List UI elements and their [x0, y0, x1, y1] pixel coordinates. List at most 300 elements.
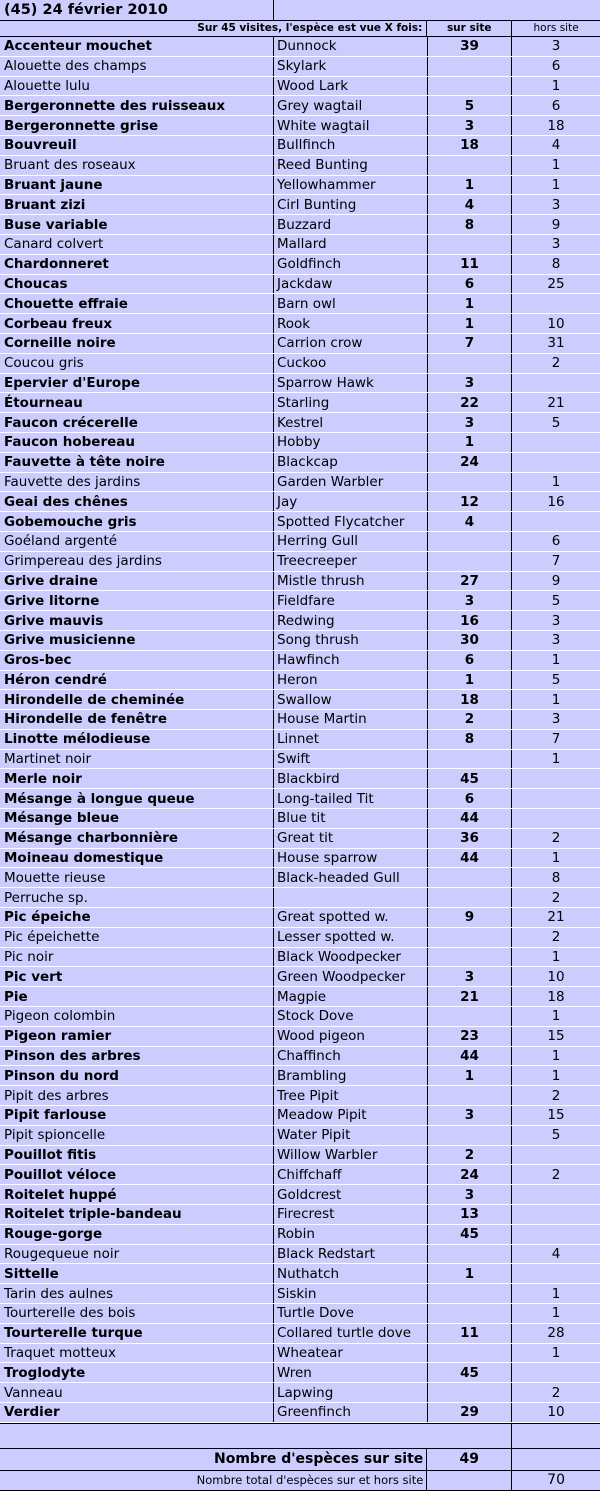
species-french-name: Troglodyte — [0, 1363, 274, 1382]
off-site-header: hors site — [533, 22, 579, 34]
visits-description-header: Sur 45 visites, l'espèce est vue X fois: — [0, 21, 427, 36]
species-french-name: Mésange bleue — [0, 809, 274, 828]
table-row — [0, 176, 600, 196]
table-row — [0, 987, 600, 1007]
species-english-name: Song thrush — [274, 631, 428, 650]
table-row — [0, 1383, 600, 1403]
spacer-left — [0, 1424, 512, 1448]
species-french-name: Chardonneret — [0, 255, 274, 274]
off-site-count: 21 — [547, 394, 565, 411]
species-english-name: House Martin — [274, 710, 428, 729]
table-row — [0, 532, 600, 552]
on-site-count: 45 — [428, 769, 512, 788]
species-french-name: Fauvette des jardins — [0, 473, 274, 492]
species-english-name: Lesser spotted w. — [274, 928, 428, 947]
species-english-name: Heron — [274, 671, 428, 690]
table-row — [0, 690, 600, 710]
species-french-name: Traquet motteux — [0, 1344, 274, 1363]
on-site-count: 1 — [428, 176, 512, 195]
on-site-count: 45 — [428, 1225, 512, 1244]
off-site-count: 7 — [551, 553, 561, 570]
species-english-name: Blue tit — [274, 809, 428, 828]
on-site-count — [428, 948, 512, 967]
spacer-right — [512, 1424, 600, 1448]
table-row — [0, 730, 600, 750]
off-site-count: 2 — [551, 1087, 561, 1104]
table-row — [0, 453, 600, 473]
table-row — [0, 671, 600, 691]
table-row — [0, 769, 600, 789]
species-english-name: Black-headed Gull — [274, 868, 428, 887]
on-site-count: 1 — [428, 294, 512, 313]
species-english-name: Swift — [274, 750, 428, 769]
species-english-name: Magpie — [274, 987, 428, 1006]
species-english-name: Fieldfare — [274, 591, 428, 610]
species-french-name: Grive draine — [0, 572, 274, 591]
species-french-name: Pipit des arbres — [0, 1086, 274, 1105]
on-site-count: 11 — [428, 255, 512, 274]
on-site-count — [428, 750, 512, 769]
table-row — [0, 374, 600, 394]
on-site-count: 23 — [428, 1027, 512, 1046]
species-english-name: Firecrest — [274, 1205, 428, 1224]
title-fill — [274, 0, 600, 20]
on-site-header: sur site — [427, 21, 512, 36]
species-english-name: Treecreeper — [274, 552, 428, 571]
species-french-name: Buse variable — [0, 215, 274, 234]
on-site-count: 29 — [428, 1403, 512, 1422]
species-french-name: Pouillot véloce — [0, 1165, 274, 1184]
off-site-count: 6 — [551, 533, 561, 550]
off-site-count: 2 — [551, 1166, 561, 1183]
table-row — [0, 1086, 600, 1106]
off-site-count: 5 — [551, 414, 561, 431]
table-row — [0, 433, 600, 453]
off-site-count: 21 — [547, 909, 565, 926]
table-row — [0, 195, 600, 215]
species-french-name: Alouette lulu — [0, 77, 274, 96]
on-site-count: 21 — [428, 987, 512, 1006]
species-english-name: Sparrow Hawk — [274, 374, 428, 393]
table-row — [0, 750, 600, 770]
off-site-count: 1 — [551, 1344, 561, 1361]
off-site-count — [512, 769, 600, 788]
on-site-count: 6 — [428, 789, 512, 808]
off-site-count: 3 — [551, 711, 561, 728]
off-site-count: 31 — [547, 335, 565, 352]
off-site-count: 9 — [551, 572, 561, 589]
species-french-name: Chouette effraie — [0, 294, 274, 313]
on-site-count — [428, 532, 512, 551]
table-row — [0, 1126, 600, 1146]
off-site-count: 1 — [551, 1305, 561, 1322]
table-row — [0, 314, 600, 334]
on-site-count: 3 — [428, 374, 512, 393]
table-row — [0, 948, 600, 968]
table-row — [0, 1007, 600, 1027]
species-english-name: Kestrel — [274, 413, 428, 432]
species-english-name: Collared turtle dove — [274, 1324, 428, 1343]
on-site-count — [428, 868, 512, 887]
off-site-count: 6 — [551, 97, 561, 114]
off-site-count — [512, 1225, 600, 1244]
on-site-count — [428, 1284, 512, 1303]
on-site-count — [428, 1126, 512, 1145]
species-french-name: Tourterelle des bois — [0, 1304, 274, 1323]
on-site-count: 44 — [428, 1047, 512, 1066]
species-english-name: Wheatear — [274, 1344, 428, 1363]
on-site-count: 2 — [428, 1146, 512, 1165]
species-french-name: Héron cendré — [0, 671, 274, 690]
on-site-count: 6 — [428, 275, 512, 294]
on-site-count — [428, 1245, 512, 1264]
on-site-count: 3 — [428, 413, 512, 432]
species-english-name — [274, 888, 428, 907]
on-site-count — [428, 235, 512, 254]
off-site-count: 1 — [551, 850, 561, 867]
species-english-name: Cuckoo — [274, 354, 428, 373]
off-site-count — [512, 453, 600, 472]
off-site-count: 1 — [551, 1285, 561, 1302]
species-english-name: Greenfinch — [274, 1403, 428, 1422]
off-site-count: 8 — [551, 869, 561, 886]
species-french-name: Grive musicienne — [0, 631, 274, 650]
total-species-empty — [427, 1471, 512, 1490]
on-site-count: 3 — [428, 967, 512, 986]
species-french-name: Hirondelle de fenêtre — [0, 710, 274, 729]
species-english-name: Yellowhammer — [274, 176, 428, 195]
off-site-count: 15 — [547, 1028, 565, 1045]
off-site-count: 1 — [551, 652, 561, 669]
species-english-name: Jackdaw — [274, 275, 428, 294]
species-french-name: Corbeau freux — [0, 314, 274, 333]
species-english-name: Carrion crow — [274, 334, 428, 353]
table-row — [0, 37, 600, 57]
off-site-count: 1 — [551, 1008, 561, 1025]
on-site-count: 12 — [428, 492, 512, 511]
species-french-name: Perruche sp. — [0, 888, 274, 907]
table-row — [0, 789, 600, 809]
species-french-name: Pouillot fitis — [0, 1146, 274, 1165]
on-site-count: 4 — [428, 195, 512, 214]
on-site-count: 45 — [428, 1363, 512, 1382]
on-site-count: 1 — [428, 1066, 512, 1085]
off-site-count — [512, 374, 600, 393]
table-row — [0, 1205, 600, 1225]
species-on-site-row — [0, 1449, 600, 1471]
on-site-count — [428, 473, 512, 492]
species-french-name: Goéland argenté — [0, 532, 274, 551]
species-english-name: Siskin — [274, 1284, 428, 1303]
species-french-name: Grive litorne — [0, 591, 274, 610]
table-row — [0, 1284, 600, 1304]
total-species-value: 70 — [547, 1472, 565, 1489]
off-site-count — [512, 1185, 600, 1204]
on-site-count: 36 — [428, 829, 512, 848]
off-site-count: 25 — [547, 275, 565, 292]
on-site-count — [428, 928, 512, 947]
species-french-name: Accenteur mouchet — [0, 37, 274, 56]
sheet-title: (45) 24 février 2010 — [0, 0, 274, 20]
species-french-name: Mésange charbonnière — [0, 829, 274, 848]
species-english-name: Great tit — [274, 829, 428, 848]
species-french-name: Gros-bec — [0, 651, 274, 670]
species-french-name: Rouge-gorge — [0, 1225, 274, 1244]
species-french-name: Gobemouche gris — [0, 512, 274, 531]
off-site-count: 2 — [551, 889, 561, 906]
table-row — [0, 611, 600, 631]
on-site-count: 30 — [428, 631, 512, 650]
off-site-count: 1 — [551, 473, 561, 490]
off-site-count: 1 — [551, 176, 561, 193]
off-site-count: 18 — [547, 988, 565, 1005]
species-french-name: Pipit farlouse — [0, 1106, 274, 1125]
on-site-count: 24 — [428, 1165, 512, 1184]
species-french-name: Étourneau — [0, 393, 274, 412]
on-site-count — [428, 156, 512, 175]
off-site-count: 2 — [551, 355, 561, 372]
species-english-name: Chaffinch — [274, 1047, 428, 1066]
species-english-name: Green Woodpecker — [274, 967, 428, 986]
table-row — [0, 1363, 600, 1383]
species-english-name: Skylark — [274, 57, 428, 76]
on-site-count — [428, 552, 512, 571]
species-english-name: Wood Lark — [274, 77, 428, 96]
table-row — [0, 1225, 600, 1245]
off-site-count: 10 — [547, 315, 565, 332]
species-on-site-label: Nombre d'espèces sur site — [0, 1449, 427, 1470]
species-english-name: Linnet — [274, 730, 428, 749]
species-french-name: Bouvreuil — [0, 136, 274, 155]
table-row — [0, 275, 600, 295]
table-row — [0, 57, 600, 77]
species-english-name: Barn owl — [274, 294, 428, 313]
species-english-name: Goldcrest — [274, 1185, 428, 1204]
species-table-body — [0, 37, 600, 1423]
off-site-count: 1 — [551, 157, 561, 174]
table-row — [0, 354, 600, 374]
title-row — [0, 0, 600, 20]
species-french-name: Verdier — [0, 1403, 274, 1422]
species-english-name: Meadow Pipit — [274, 1106, 428, 1125]
species-english-name: House sparrow — [274, 849, 428, 868]
off-site-count — [512, 809, 600, 828]
on-site-count — [428, 1383, 512, 1402]
on-site-count: 5 — [428, 96, 512, 115]
table-row — [0, 710, 600, 730]
on-site-count: 24 — [428, 453, 512, 472]
off-site-count: 4 — [551, 1246, 561, 1262]
table-row — [0, 651, 600, 671]
on-site-count — [428, 1007, 512, 1026]
species-french-name: Bruant jaune — [0, 176, 274, 195]
off-site-count — [512, 1363, 600, 1382]
table-row — [0, 492, 600, 512]
species-english-name: Starling — [274, 393, 428, 412]
species-english-name: Tree Pipit — [274, 1086, 428, 1105]
off-site-count: 1 — [551, 751, 561, 768]
species-english-name: Great spotted w. — [274, 908, 428, 927]
table-row — [0, 1165, 600, 1185]
species-english-name: Long-tailed Tit — [274, 789, 428, 808]
species-english-name: Dunnock — [274, 37, 428, 56]
species-english-name: Buzzard — [274, 215, 428, 234]
table-row — [0, 116, 600, 136]
species-french-name: Bruant zizi — [0, 195, 274, 214]
table-row — [0, 215, 600, 235]
table-row — [0, 1245, 600, 1265]
table-spacer — [0, 1423, 600, 1449]
on-site-count: 8 — [428, 215, 512, 234]
species-french-name: Pinson des arbres — [0, 1047, 274, 1066]
on-site-count — [428, 1086, 512, 1105]
off-site-count: 15 — [547, 1107, 565, 1124]
off-site-count: 2 — [551, 1384, 561, 1401]
off-site-count — [512, 433, 600, 452]
on-site-count: 3 — [428, 116, 512, 135]
species-french-name: Linotte mélodieuse — [0, 730, 274, 749]
off-site-count: 16 — [547, 493, 565, 510]
table-row — [0, 413, 600, 433]
species-english-name: Garden Warbler — [274, 473, 428, 492]
species-english-name: Wren — [274, 1363, 428, 1382]
species-english-name: Wood pigeon — [274, 1027, 428, 1046]
species-english-name: Chiffchaff — [274, 1165, 428, 1184]
table-row — [0, 136, 600, 156]
on-site-count: 11 — [428, 1324, 512, 1343]
table-row — [0, 1403, 600, 1423]
species-english-name: Herring Gull — [274, 532, 428, 551]
species-french-name: Epervier d'Europe — [0, 374, 274, 393]
species-english-name: Grey wagtail — [274, 96, 428, 115]
total-species-row — [0, 1471, 600, 1491]
table-row — [0, 809, 600, 829]
table-row — [0, 1344, 600, 1364]
species-french-name: Vanneau — [0, 1383, 274, 1402]
species-french-name: Bergeronnette grise — [0, 116, 274, 135]
table-row — [0, 156, 600, 176]
off-site-count: 18 — [547, 117, 565, 134]
species-english-name: Blackbird — [274, 769, 428, 788]
off-site-count — [512, 1205, 600, 1224]
on-site-count — [428, 354, 512, 373]
table-row — [0, 393, 600, 413]
off-site-count: 3 — [551, 632, 561, 649]
table-row — [0, 1264, 600, 1284]
table-row — [0, 255, 600, 275]
table-row — [0, 1324, 600, 1344]
on-site-count — [428, 1304, 512, 1323]
table-row — [0, 829, 600, 849]
species-french-name: Pic épeiche — [0, 908, 274, 927]
off-site-count: 1 — [551, 949, 561, 966]
species-french-name: Choucas — [0, 275, 274, 294]
on-site-count: 16 — [428, 611, 512, 630]
off-site-count: 10 — [547, 968, 565, 985]
species-french-name: Pie — [0, 987, 274, 1006]
total-species-label: Nombre total d'espèces sur et hors site — [0, 1471, 427, 1490]
species-english-name: Brambling — [274, 1066, 428, 1085]
off-site-count: 1 — [551, 1067, 561, 1084]
off-site-count — [512, 294, 600, 313]
on-site-count — [428, 1344, 512, 1363]
off-site-count: 10 — [547, 1404, 565, 1421]
off-site-count: 5 — [551, 1127, 561, 1144]
species-french-name: Tourterelle turque — [0, 1324, 274, 1343]
species-on-site-empty — [512, 1449, 600, 1470]
off-site-count: 28 — [547, 1325, 565, 1342]
species-french-name: Faucon hobereau — [0, 433, 274, 452]
species-french-name: Faucon crécerelle — [0, 413, 274, 432]
table-row — [0, 1047, 600, 1067]
on-site-count: 9 — [428, 908, 512, 927]
column-header-row — [0, 20, 600, 37]
table-row — [0, 96, 600, 116]
species-english-name: Lapwing — [274, 1383, 428, 1402]
on-site-count: 4 — [428, 512, 512, 531]
species-french-name: Grimpereau des jardins — [0, 552, 274, 571]
on-site-count: 2 — [428, 710, 512, 729]
on-site-count: 13 — [428, 1205, 512, 1224]
table-row — [0, 1146, 600, 1166]
species-english-name: Black Redstart — [274, 1245, 428, 1264]
species-french-name: Pigeon ramier — [0, 1027, 274, 1046]
off-site-count: 3 — [551, 38, 561, 55]
off-site-count: 1 — [551, 1048, 561, 1065]
on-site-count: 3 — [428, 591, 512, 610]
species-french-name: Hirondelle de cheminée — [0, 690, 274, 709]
table-row — [0, 1066, 600, 1086]
off-site-count: 1 — [551, 77, 561, 94]
on-site-count: 3 — [428, 1106, 512, 1125]
species-english-name: Spotted Flycatcher — [274, 512, 428, 531]
off-site-count: 1 — [551, 691, 561, 708]
off-site-count: 3 — [551, 236, 561, 253]
off-site-count: 5 — [551, 671, 561, 688]
table-row — [0, 591, 600, 611]
off-site-count: 5 — [551, 592, 561, 609]
on-site-count: 8 — [428, 730, 512, 749]
species-french-name: Pic épeichette — [0, 928, 274, 947]
table-row — [0, 1185, 600, 1205]
table-row — [0, 1106, 600, 1126]
species-french-name: Roitelet triple-bandeau — [0, 1205, 274, 1224]
species-french-name: Bergeronnette des ruisseaux — [0, 96, 274, 115]
species-english-name: Swallow — [274, 690, 428, 709]
table-row — [0, 572, 600, 592]
table-row — [0, 334, 600, 354]
species-french-name: Canard colvert — [0, 235, 274, 254]
off-site-count — [512, 1146, 600, 1165]
on-site-count: 18 — [428, 690, 512, 709]
off-site-count: 9 — [551, 216, 561, 233]
species-french-name: Moineau domestique — [0, 849, 274, 868]
species-french-name: Martinet noir — [0, 750, 274, 769]
species-french-name: Alouette des champs — [0, 57, 274, 76]
on-site-count: 1 — [428, 1264, 512, 1283]
species-english-name: Nuthatch — [274, 1264, 428, 1283]
species-english-name: Mallard — [274, 235, 428, 254]
species-french-name: Pic noir — [0, 948, 274, 967]
species-french-name: Pigeon colombin — [0, 1007, 274, 1026]
table-row — [0, 512, 600, 532]
on-site-count: 22 — [428, 393, 512, 412]
species-english-name: White wagtail — [274, 116, 428, 135]
species-french-name: Tarin des aulnes — [0, 1284, 274, 1303]
species-french-name: Mouette rieuse — [0, 868, 274, 887]
off-site-count: 2 — [551, 929, 561, 946]
species-english-name: Robin — [274, 1225, 428, 1244]
